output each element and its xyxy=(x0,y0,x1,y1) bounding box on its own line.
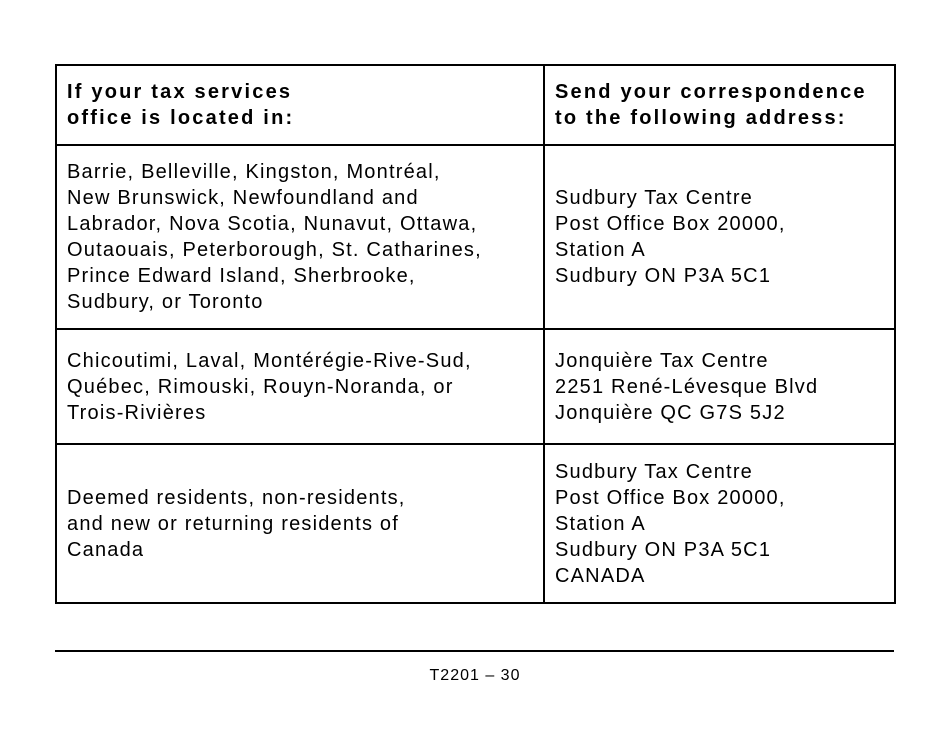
footer-divider xyxy=(55,650,894,652)
address-line: Post Office Box 20000, xyxy=(555,486,786,509)
header-location-line: office is located in: xyxy=(67,107,295,129)
location-line: Trois-Rivières xyxy=(67,401,207,424)
address-line: Sudbury ON P3A 5C1 xyxy=(555,538,772,561)
tax-office-address-table xyxy=(55,64,896,604)
location-line: Chicoutimi, Laval, Montérégie-Rive-Sud, xyxy=(67,349,472,372)
header-location xyxy=(56,65,544,145)
locations-cell xyxy=(56,444,544,603)
location-line: Deemed residents, non-residents, xyxy=(67,486,406,509)
table-row xyxy=(56,444,895,603)
address-line: Jonquière Tax Centre xyxy=(555,349,769,372)
address-line: CANADA xyxy=(555,564,646,587)
address-line: Post Office Box 20000, xyxy=(555,213,786,235)
address-line: Sudbury Tax Centre xyxy=(555,460,753,483)
address-cell xyxy=(544,329,895,444)
address-line: Sudbury ON P3A 5C1 xyxy=(555,265,772,287)
address-line: 2251 René-Lévesque Blvd xyxy=(555,375,819,398)
locations-cell xyxy=(56,329,544,444)
location-line: Barrie, Belleville, Kingston, Montréal, xyxy=(67,161,441,183)
page-number: T2201 – 30 xyxy=(429,667,521,684)
table-header-row xyxy=(56,65,895,145)
location-line: New Brunswick, Newfoundland and xyxy=(67,187,419,209)
header-address-line: to the following address: xyxy=(555,107,847,129)
location-line: Labrador, Nova Scotia, Nunavut, Ottawa, xyxy=(67,213,478,235)
header-address xyxy=(544,65,895,145)
location-line: and new or returning residents of xyxy=(67,512,399,535)
location-line: Outaouais, Peterborough, St. Catharines, xyxy=(67,239,482,261)
address-line: Station A xyxy=(555,239,646,261)
table-row xyxy=(56,145,895,329)
table-row xyxy=(56,329,895,444)
location-line: Canada xyxy=(67,538,145,561)
header-address-line: Send your correspondence xyxy=(555,81,867,103)
address-cell xyxy=(544,145,895,329)
location-line: Sudbury, or Toronto xyxy=(67,291,264,313)
header-location-line: If your tax services xyxy=(67,81,293,103)
address-line: Sudbury Tax Centre xyxy=(555,187,753,209)
address-line: Station A xyxy=(555,512,646,535)
location-line: Prince Edward Island, Sherbrooke, xyxy=(67,265,416,287)
address-line: Jonquière QC G7S 5J2 xyxy=(555,401,786,424)
address-cell xyxy=(544,444,895,603)
location-line: Québec, Rimouski, Rouyn-Noranda, or xyxy=(67,375,454,398)
locations-cell xyxy=(56,145,544,329)
